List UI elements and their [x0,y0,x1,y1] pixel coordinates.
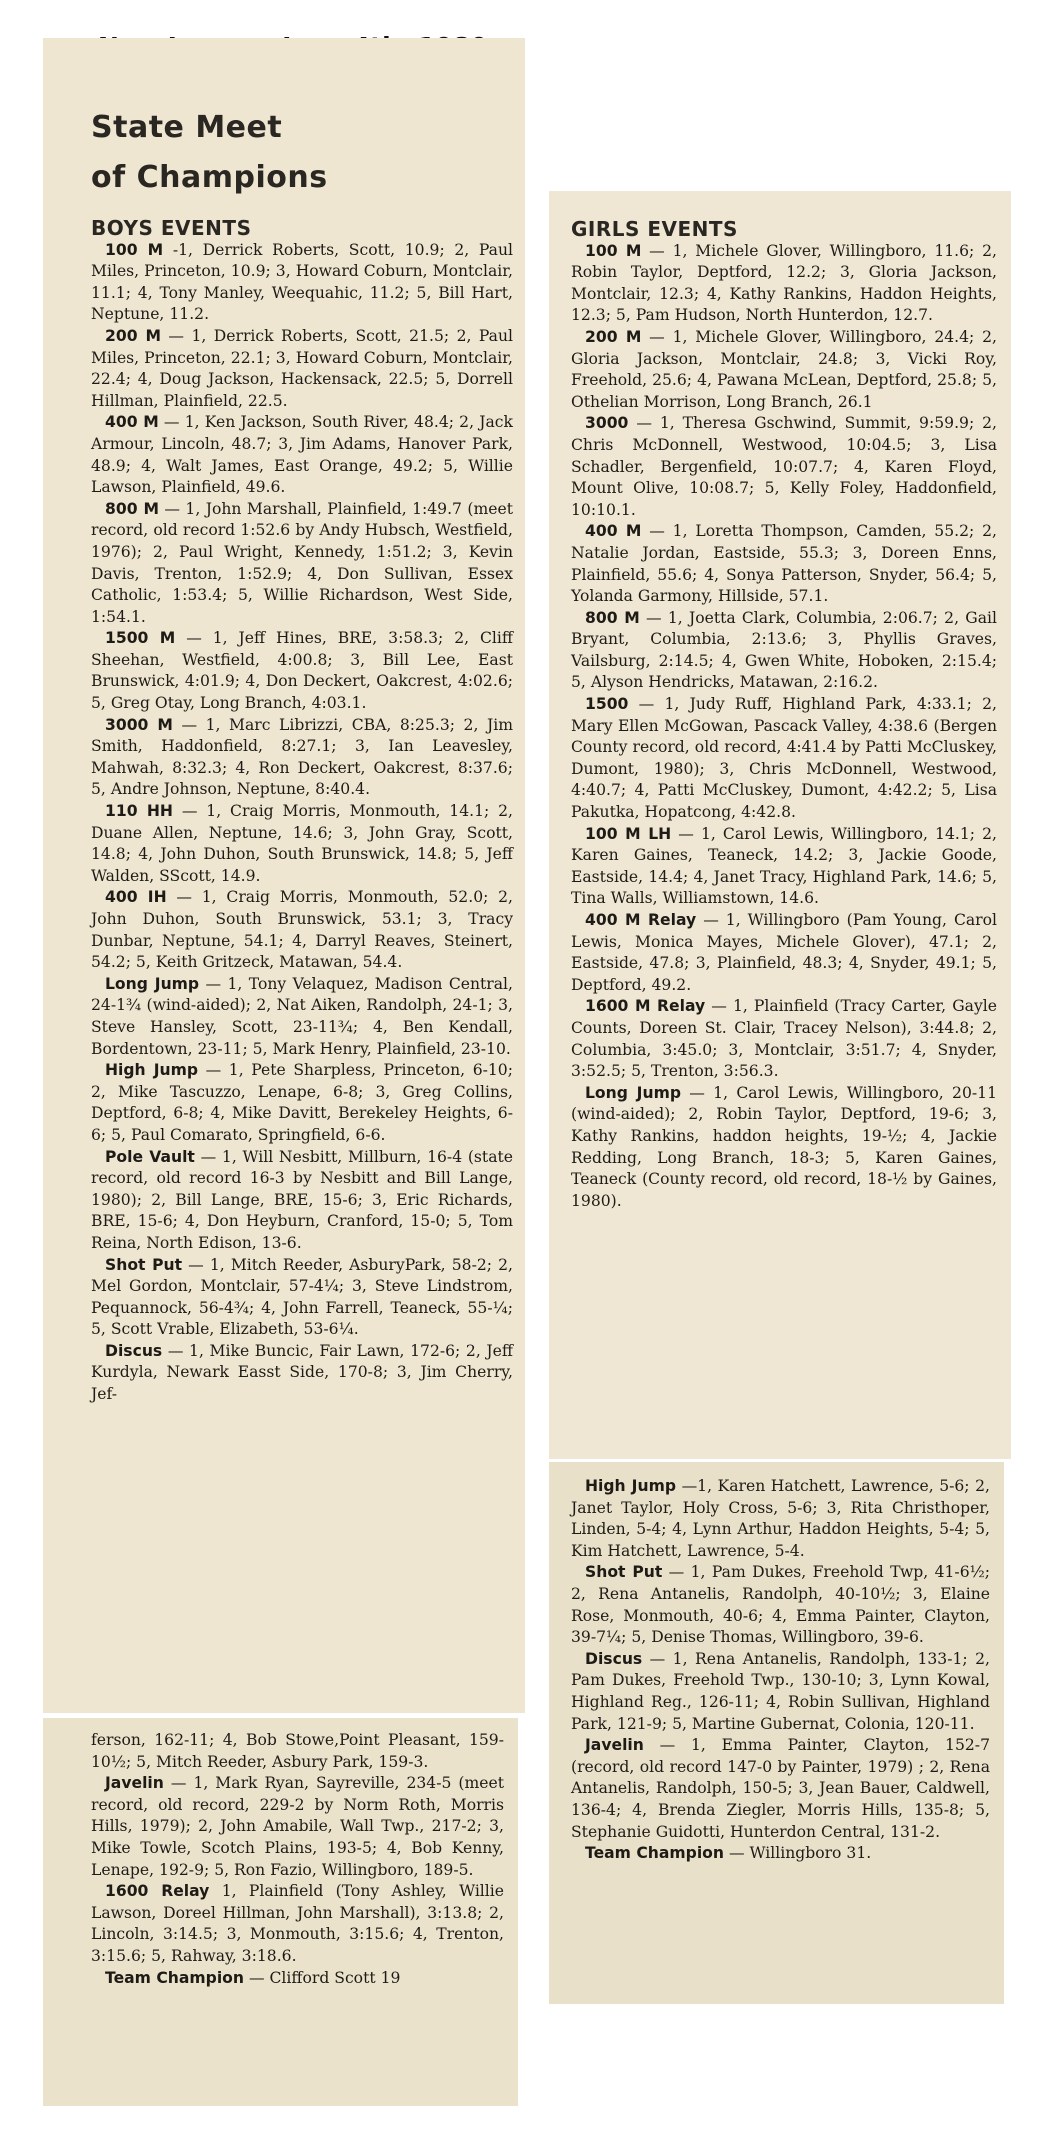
event-results: — 1, Marc Librizzi, CBA, 8:25.3; 2, Jim Smith, Haddonfield, 8:27.1; 3, Ian Leavesley, Mahwah, 8:32.3; 4, Ron Deckert, Oakcrest, 8:37.6; 5, Andre Johnson, Neptune, 8:40.4. [91,715,513,799]
girls-clipping-continued [549,1462,1004,2004]
boys-heading: BOYS EVENTS [91,216,252,240]
event-name: 3000 [585,414,629,433]
event-entry [91,801,513,887]
event-name: Team Champion [105,1968,244,1987]
event-entry [91,1060,513,1146]
event-entry [91,1147,513,1255]
event-name: 1500 M [105,629,176,648]
event-name: 200 M [585,327,642,346]
event-name: 800 M [585,608,640,627]
event-results: — 1, Jeff Hines, BRE, 3:58.3; 2, Cliff Sheehan, Westfield, 4:00.8; 3, Bill Lee, East Brunswick, 4:01.9; 4, Don Deckert, Oakcrest, 4:02.6; 5, Greg Otay, Long Branch, 4:03.1. [91,629,513,713]
event-results: — 1, Pam Dukes, Freehold Twp, 41-6½; 2, Rena Antanelis, Randolph, 40-10½; 3, Elaine Rose, Monmouth, 40-6; 4, Emma Painter, Clayton, 39-7¼; 5, Denise Thomas, Willingboro, 39-6. [571,1563,990,1647]
event-results: — 1, Craig Morris, Monmouth, 52.0; 2, John Duhon, South Brunswick, 53.1; 3, Tracy Dunbar, Neptune, 54.1; 4, Darryl Reaves, Steinert, 54.2; 5, Keith Gritzeck, Matawan, 54.4. [91,888,513,972]
event-results: —1, Karen Hatchett, Lawrence, 5-6; 2, Janet Taylor, Holy Cross, 5-6; 3, Rita Christhoper, Linden, 5-4; 4, Lynn Arthur, Haddon Heights, 5-4; 5, Kim Hatchett, Lawrence, 5-4. [571,1477,990,1560]
event-entry [91,974,513,1060]
event-results: — 1, Theresa Gschwind, Summit, 9:59.9; 2, Chris McDonnell, Westwood, 10:04.5; 3, Lisa Schadler, Bergenfield, 10:07.7; 4, Karen Floyd, Mount Olive, 10:08.7; 5, Kelly Foley, Haddonfield, 10:10.1. [571,414,997,519]
event-name: Javelin [585,1736,644,1755]
girls-results [571,219,997,1212]
event-entry [571,694,997,824]
event-results: — 1, Carol Lewis, Willingboro, 20-11 (wind-aided); 2, Robin Taylor, Deptford, 19-6; 3, Kathy Rankins, haddon heights, 19-½; 4, Jackie Redding, Long Branch, 18-3; 5, Karen Gaines, Teaneck (County record, old record, 18-½ by Gaines, 1980). [571,1083,997,1210]
event-entry [91,412,513,498]
event-entry [91,1341,513,1406]
event-results: — 1, Ken Jackson, South River, 48.4; 2, Jack Armour, Lincoln, 48.7; 3, Jim Adams, Hanover Park, 48.9; 4, Walt James, East Orange, 49.2; 5, Willie Lawson, Plainfield, 49.6. [91,413,513,497]
event-entry [571,327,997,413]
event-results: — 1, Michele Glover, Willingboro, 24.4; 2, Gloria Jackson, Montclair, 24.8; 3, Vicki Roy, Freehold, 25.6; 4, Pawana McLean, Deptford, 25.8; 5, Othelian Morrison, Long Branch, 26.1 [571,327,997,411]
girls-clipping [549,191,1011,1459]
event-name: 1500 [585,695,629,714]
event-entry [91,499,513,629]
event-name: 400 M [105,413,159,432]
event-results: — 1, Carol Lewis, Willingboro, 14.1; 2, Karen Gaines, Teaneck, 14.2; 3, Jackie Goode, Eastside, 14.4; 4, Janet Tracy, Highland Park, 14.6; 5, Tina Walls, Williamstown, 14.6. [571,824,997,908]
girls-heading: GIRLS EVENTS [571,217,738,241]
event-name: 400 M [585,522,642,541]
event-entry [91,887,513,973]
event-results: — 1, Michele Glover, Willingboro, 11.6; 2, Robin Taylor, Deptford, 12.2; 3, Gloria Jackson, Montclair, 12.3; 4, Kathy Rankins, Haddon Heights, 12.3; 5, Pam Hudson, North Hunterdon, 12.7. [571,241,997,325]
event-name: Long Jump [105,974,200,993]
event-entry [571,1735,990,1843]
event-entry [571,241,997,327]
event-entry [91,240,513,326]
event-name: 400 IH [105,888,167,907]
event-name: 3000 M [105,715,173,734]
event-results: — 1, Mike Buncic, Fair Lawn, 172-6; 2, Jeff Kurdyla, Newark Easst Side, 170-8; 3, Jim Cherry, Jef- [91,1341,513,1404]
event-entry [571,1083,997,1213]
event-results: — 1, Derrick Roberts, Scott, 21.5; 2, Paul Miles, Princeton, 22.1; 3, Howard Coburn, Montclair, 22.4; 4, Doug Jackson, Hackensack, 22.5; 5, Dorrell Hillman, Plainfield, 22.5. [91,326,514,410]
event-name: 110 HH [105,802,173,821]
event-results: 1, Plainfield (Tony Ashley, Willie Lawson, Doreel Hillman, John Marshall), 3:13.8; 2, Lincoln, 3:14.5; 3, Monmouth, 3:15.6; 4, Trenton, 3:15.6; 5, Rahway, 3:18.6. [91,1882,504,1965]
event-name: Team Champion [585,1844,724,1863]
event-results: — 1, Judy Ruff, Highland Park, 4:33.1; 2, Mary Ellen McGowan, Pascack Valley, 4:38.6 (Bergen County record, old record, 4:41.4 by Patti McCluskey, Dumont, 1980); 3, Chris McDonnell, Westwood, 4:40.7; 4, Patti McCluskey, Dumont, 4:42.2; 5, Lisa Pakutka, Hopatcong, 4:42.8. [571,695,997,822]
event-entry [91,628,513,714]
event-entry [571,824,997,910]
event-entry [571,996,997,1082]
event-entry [571,1476,990,1562]
event-entry [571,413,997,521]
event-results: — 1, Joetta Clark, Columbia, 2:06.7; 2, Gail Bryant, Columbia, 2:13.6; 3, Phyllis Graves, Vailsburg, 2:14.5; 4, Gwen White, Hoboken, 2:15.4; 5, Alyson Hendricks, Matawan, 2:16.2. [571,608,997,692]
event-name: 400 M Relay [585,911,697,929]
event-name: 800 M [105,499,159,518]
event-name: High Jump [585,1477,676,1495]
event-results: — 1, Tony Velaquez, Madison Central, 24-1¾ (wind-aided); 2, Nat Aiken, Randolph, 24-1; 3, Steve Hansley, Scott, 23-11¾; 4, Ben Kendall, Bordentown, 23-11; 5, Mark Henry, Plainfield, 23-10. [91,974,513,1058]
event-name: Shot Put [585,1563,663,1582]
event-name: Shot Put [105,1255,183,1274]
event-entry [571,521,997,607]
boys-clipping [43,38,525,1713]
event-name: 1600 M Relay [585,997,706,1016]
event-results: — 1, Mark Ryan, Sayreville, 234-5 (meet record, old record, 229-2 by Norm Roth, Morris Hills, 1979); 2, John Amabile, Wall Twp., 217-2; 3, Mike Towle, Scotch Plains, 193-5; 4, Bob Kenny, Lenape, 192-9; 5, Ron Fazio, Willingboro, 189-5. [91,1774,504,1879]
event-results: — Willingboro 31. [728,1844,872,1863]
event-name: Pole Vault [105,1147,195,1166]
event-entry [571,1562,990,1648]
event-name: Javelin [105,1774,164,1793]
event-entry [91,1773,504,1881]
event-results: — 1, Mitch Reeder, AsburyPark, 58-2; 2, Mel Gordon, Montclair, 57-4¼; 3, Steve Lindstrom, Pequannock, 56-4¾; 4, John Farrell, Teaneck, 55-¼; 5, Scott Vrable, Elizabeth, 53-6¼. [91,1255,513,1339]
event-results: — 1, Pete Sharpless, Princeton, 6-10; 2, Mike Tascuzzo, Lenape, 6-8; 3, Greg Collins, Deptford, 6-8; 4, Mike Davitt, Berekeley Heights, 6-6; 5, Paul Comarato, Springfield, 6-6. [91,1061,513,1144]
event-results: — 1, Emma Painter, Clayton, 152-7 (record, old record 147-0 by Painter, 1979) ; 2, Rena Antanelis, Randolph, 150-5; 3, Jean Bauer, Caldwell, 136-4; 4, Brenda Ziegler, Morris Hills, 135-8; 5, Stephanie Guidotti, Hunterdon Central, 131-2. [571,1736,990,1841]
clipping-title-line-2: of Champions [91,160,328,195]
event-entry [571,608,997,694]
discus-continued: ferson, 162-11; 4, Bob Stowe,Point Pleasant, 159-10½; 5, Mitch Reeder, Asbury Park, 159-3. [91,1731,504,1771]
event-name: 100 M [585,241,642,260]
event-name: Long Jump [585,1083,681,1102]
event-entry [91,715,513,801]
boys-results [91,218,513,1406]
event-entry [91,1968,504,1990]
event-results: — 1, Will Nesbitt, Millburn, 16-4 (state record, old record 16-3 by Nesbitt and Bill Lange, 1980); 2, Bill Lange, BRE, 15-6; 3, Eric Richards, BRE, 15-6; 4, Don Heyburn, Cranford, 15-0; 5, Tom Reina, North Edison, 13-6. [91,1147,513,1252]
event-entry [571,910,997,996]
event-results: -1, Derrick Roberts, Scott, 10.9; 2, Paul Miles, Princeton, 10.9; 3, Howard Coburn, Montclair, 11.1; 4, Tony Manley, Weequahic, 11.2; 5, Bill Hart, Neptune, 11.2. [91,240,514,324]
event-results: — 1, Willingboro (Pam Young, Carol Lewis, Monica Mayes, Michele Glover), 47.1; 2, Eastside, 47.8; 3, Plainfield, 48.3; 4, Snyder, 49.1; 5, Deptford, 49.2. [571,911,997,994]
event-entry [91,1255,513,1341]
event-entry [91,326,513,412]
event-entry [571,1843,990,1865]
boys-clipping-continued [43,1718,518,2106]
event-results: — 1, Plainfield (Tracy Carter, Gayle Counts, Doreen St. Clair, Tracey Nelson), 3:44.8; 2, Columbia, 3:45.0; 3, Montclair, 3:51.7; 4, Snyder, 3:52.5; 5, Trenton, 3:56.3. [571,997,997,1081]
event-entry [571,1649,990,1735]
event-name: 1600 Relay [105,1882,210,1901]
event-results: — 1, Loretta Thompson, Camden, 55.2; 2, Natalie Jordan, Eastside, 55.3; 3, Doreen Enns, Plainfield, 55.6; 4, Sonya Patterson, Snyder, 56.4; 5, Yolanda Garmony, Hillside, 57.1. [571,522,997,606]
event-name: 200 M [105,326,161,345]
event-entry [91,1881,504,1967]
girls-results-continued [571,1476,990,1865]
event-name: Discus [585,1649,643,1668]
event-name: High Jump [105,1061,199,1080]
clipping-title-line-1: State Meet [91,110,283,145]
boys-results-continued [91,1730,504,1989]
event-results: — 1, Craig Morris, Monmouth, 14.1; 2, Duane Allen, Neptune, 14.6; 3, John Gray, Scott, 14.8; 4, John Duhon, South Brunswick, 14.8; 5, Jeff Walden, SScott, 14.9. [91,802,513,885]
event-name: 100 M LH [585,824,672,843]
event-results: — 1, John Marshall, Plainfield, 1:49.7 (meet record, old record 1:52.6 by Andy Hubsch, Westfield, 1976); 2, Paul Wright, Kennedy, 1:51.2; 3, Kevin Davis, Trenton, 1:52.9; 4, Don Sullivan, Essex Catholic, 1:53.4; 5, Willie Richardson, West Side, 1:54.1. [91,499,513,626]
event-name: 100 M [105,240,164,259]
event-results: — Clifford Scott 19 [248,1968,401,1987]
event-results: — 1, Rena Antanelis, Randolph, 133-1; 2, Pam Dukes, Freehold Twp., 130-10; 3, Lynn Kowal, Highland Reg., 126-11; 4, Robin Sullivan, Highland Park, 121-9; 5, Martine Gubernat, Colonia, 120-11. [571,1649,990,1733]
event-name: Discus [105,1341,163,1360]
